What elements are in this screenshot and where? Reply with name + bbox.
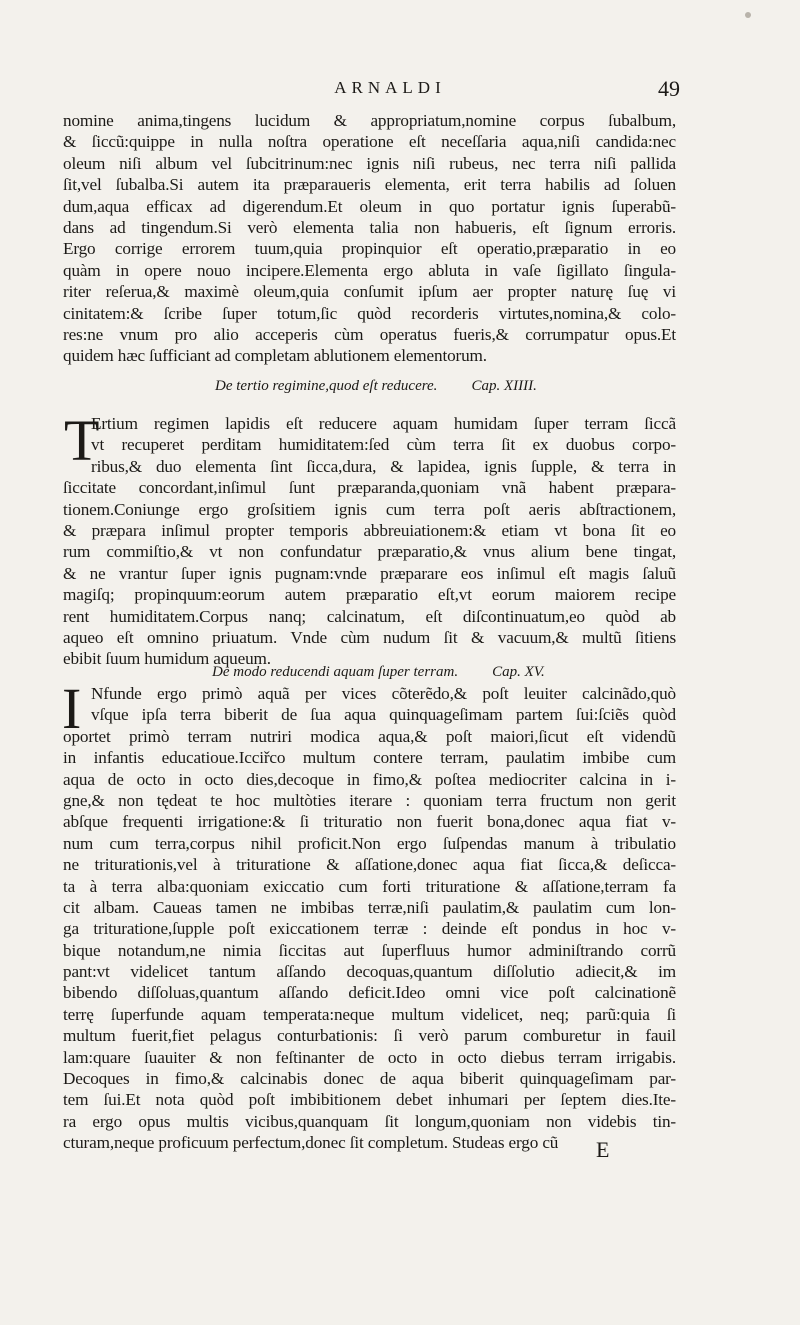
text-line: & ne vrantur ſuper ignis pugnam:vnde præparare eos inſimul eſt magis ſaluũ — [63, 563, 676, 583]
text-line: dans ad tingendum.Si verò elementa talia non habueris, eſt ſignum erroris. — [63, 217, 676, 237]
text-line: num cum terra,corpus nihil proficit.Non ergo ſuſpendas manum à tribulatio — [63, 833, 676, 853]
text-line: cturam,neque proficuum perfectum,donec ſit completum. Studeas ergo cũ — [63, 1133, 559, 1153]
text-line: rum commiſtio,& vt non confundatur præparatio,& vnus alium bene tingat, — [63, 542, 676, 562]
text-line: Ergo corrige errorem tuum,quia propinquior eſt operatio,præparatio in eo — [63, 239, 676, 259]
text-line: dum,aqua efficax ad digerendum.Et oleum in quo portatur ignis ſuperabũ- — [63, 196, 676, 216]
text-line: Ertium regimen lapidis eſt reducere aquam humidam ſuper terram ſiccã — [91, 414, 676, 433]
chapter-title: De tertio regimine,quod eſt reducere. — [215, 378, 438, 394]
text-line: lam:quare ſuauiter & non feſtinanter de octo in octo diebus terram irrigabis. — [63, 1047, 676, 1067]
text-line: quidem hæc ſufficiant ad completam ablutionem elementorum. — [63, 346, 487, 366]
text-line: & præpara inſimul propter temporis abbreuiationem:& etiam vt bona ſit eo — [63, 520, 676, 540]
text-line: aqua de octo in octo dies,decoque in fimo,& poſtea mediocriter calcina in i- — [63, 769, 676, 789]
text-line: terrę ſuperfunde aquam temperata:neque multum videlicet, neq; parũ:quia ſi — [63, 1004, 676, 1024]
drop-capital-t: T — [64, 408, 100, 473]
text-line: cinitatem:& ſcribe ſuper totum,ſic quòd recorderis virtutes,nomina,& colo- — [63, 303, 676, 323]
paragraph-ablution-end — [63, 110, 676, 367]
text-line: ſiccitate concordant,inſimul ſunt præparanda,quoniam vnã habent præpara- — [63, 478, 676, 498]
text-line: bique notandum,ne nimia ſiccitas aut ſuperfluus humor adminiſtrando corrũ — [63, 940, 676, 960]
text-line: ra ergo opus multis vicibus,quanquam ſit longum,quoniam non videbis tin- — [63, 1111, 676, 1131]
text-line: ſit,vel ſubalba.Si autem ita præparaueris elementa, erit terra habilis ad ſoluen — [63, 175, 676, 195]
text-line: rent humiditatem.Corpus nanq; calcinatum, eſt diſcontinuatum,eo quòd ab — [63, 606, 676, 626]
text-line: Nfunde ergo primò aquã per vices cõterẽdo,& poſt leuiter calcinãdo,quò — [91, 684, 676, 703]
paragraph-third-regimen — [63, 408, 676, 670]
text-line: multum fuerit,fiet pelagus conturbationis: ſi verò parum comburetur in fauil — [63, 1026, 676, 1046]
drop-capital-i: I — [62, 676, 82, 741]
text-line: ne triturationis,vel à trituratione & aſſatione,donec aqua fiat ſicca,& deſicca- — [63, 855, 676, 875]
text-line: res:ne vnum pro alio acceperis cùm operatus fueris,& corrumpatur opus.Et — [63, 324, 676, 344]
text-line: ribus,& duo elementa ſint ſicca,dura, & lapidea, ignis ſupple, & terra in — [91, 456, 676, 476]
chapter-title: De modo reducendi aquam ſuper terram. — [212, 664, 459, 680]
chapter-heading-14 — [215, 378, 537, 395]
ink-spot — [745, 12, 751, 18]
page-header — [60, 78, 680, 108]
text-line: in infantis educatioue.Icciřco multum contere terram, paulatim imbibe cum — [63, 748, 676, 768]
text-line: nomine anima,tingens lucidum & appropriatum,nomine corpus ſubalbum, — [63, 111, 676, 130]
text-line: vſque ipſa terra biberit de ſua aqua quinquageſimam partem ſui:ſciẽs quòd — [91, 705, 676, 725]
text-line: bibendo diſſoluas,quantum aſſando deficit.Ideo omni vice poſt calcinationẽ — [63, 983, 676, 1003]
text-line: magiſq; propinquum:eorum autem præparatio eſt,vt eorum maiorem recipe — [63, 585, 676, 605]
text-line: tionem.Coniunge ergo groſsitiem ignis cum terra poſt aeris abſtractionem, — [63, 499, 676, 519]
text-line: tem ſui.Et nota quòd poſt imbibitionem debet inhumari per ſeptem dies.Ite- — [63, 1090, 676, 1110]
text-line: oleum niſi album vel ſubcitrinum:nec ignis niſi rubeus, nec terra niſi pallida — [63, 153, 676, 173]
text-line: riter reſerua,& maximè oleum,quia conſumit ipſum aer propter naturę ſuę vi — [63, 282, 676, 302]
text-line: ebibit ſuum humidum aqueum. — [63, 649, 271, 669]
text-line: oportet primò terram nutriri modica aqua,& poſt maiori,ſicut eſt videndũ — [63, 726, 676, 746]
text-line: ga trituratione,ſupple poſt exiccationem terræ : deinde eſt pondus in hoc v- — [63, 919, 676, 939]
text-line: gne,& non tędeat te hoc multòties iterare : quoniam terra fructum non gerit — [63, 790, 676, 810]
page-number: 49 — [658, 76, 680, 101]
catchword: E — [596, 1137, 610, 1162]
text-line: abſque frequenti irrigatione:& ſi trituratio non fuerit bona,donec aqua fiat v- — [63, 812, 676, 832]
chapter-heading-15 — [212, 664, 545, 681]
text-line: aqueo eſt omnino priuatum. Vnde cùm nudum ſit & vacuum,& multũ ſitiens — [63, 627, 676, 647]
running-head: ARNALDI — [334, 78, 446, 97]
text-line: ta à terra alba:quoniam exiccatio cum forti trituratione & aſſatione,terram fa — [63, 876, 676, 896]
text-line: Decoques in fimo,& calcinabis donec de aqua biberit quinquageſimam par- — [63, 1069, 676, 1089]
chapter-number: Cap. XV. — [492, 664, 545, 680]
text-line: cit albam. Caueas tamen ne imbibas terræ,niſi paulatim,& paulatim cum lon- — [63, 897, 676, 917]
paragraph-reducing-water — [63, 683, 676, 1154]
text-line: vt recuperet perditam humiditatem:ſed cùm terra ſit ex duobus corpo- — [91, 435, 676, 455]
text-line: & ſiccũ:quippe in nulla noſtra operatione eſt neceſſaria aqua,niſi candida:nec — [63, 132, 676, 152]
chapter-number: Cap. XIIII. — [471, 378, 537, 394]
text-line: quàm in opere nouo incipere.Elementa ergo abluta in vaſe ſigillato ſingula- — [63, 260, 676, 280]
text-line: pant:vt videlicet tantum aſſando decoquas,quantum diſſolutio adiecit,& im — [63, 962, 676, 982]
